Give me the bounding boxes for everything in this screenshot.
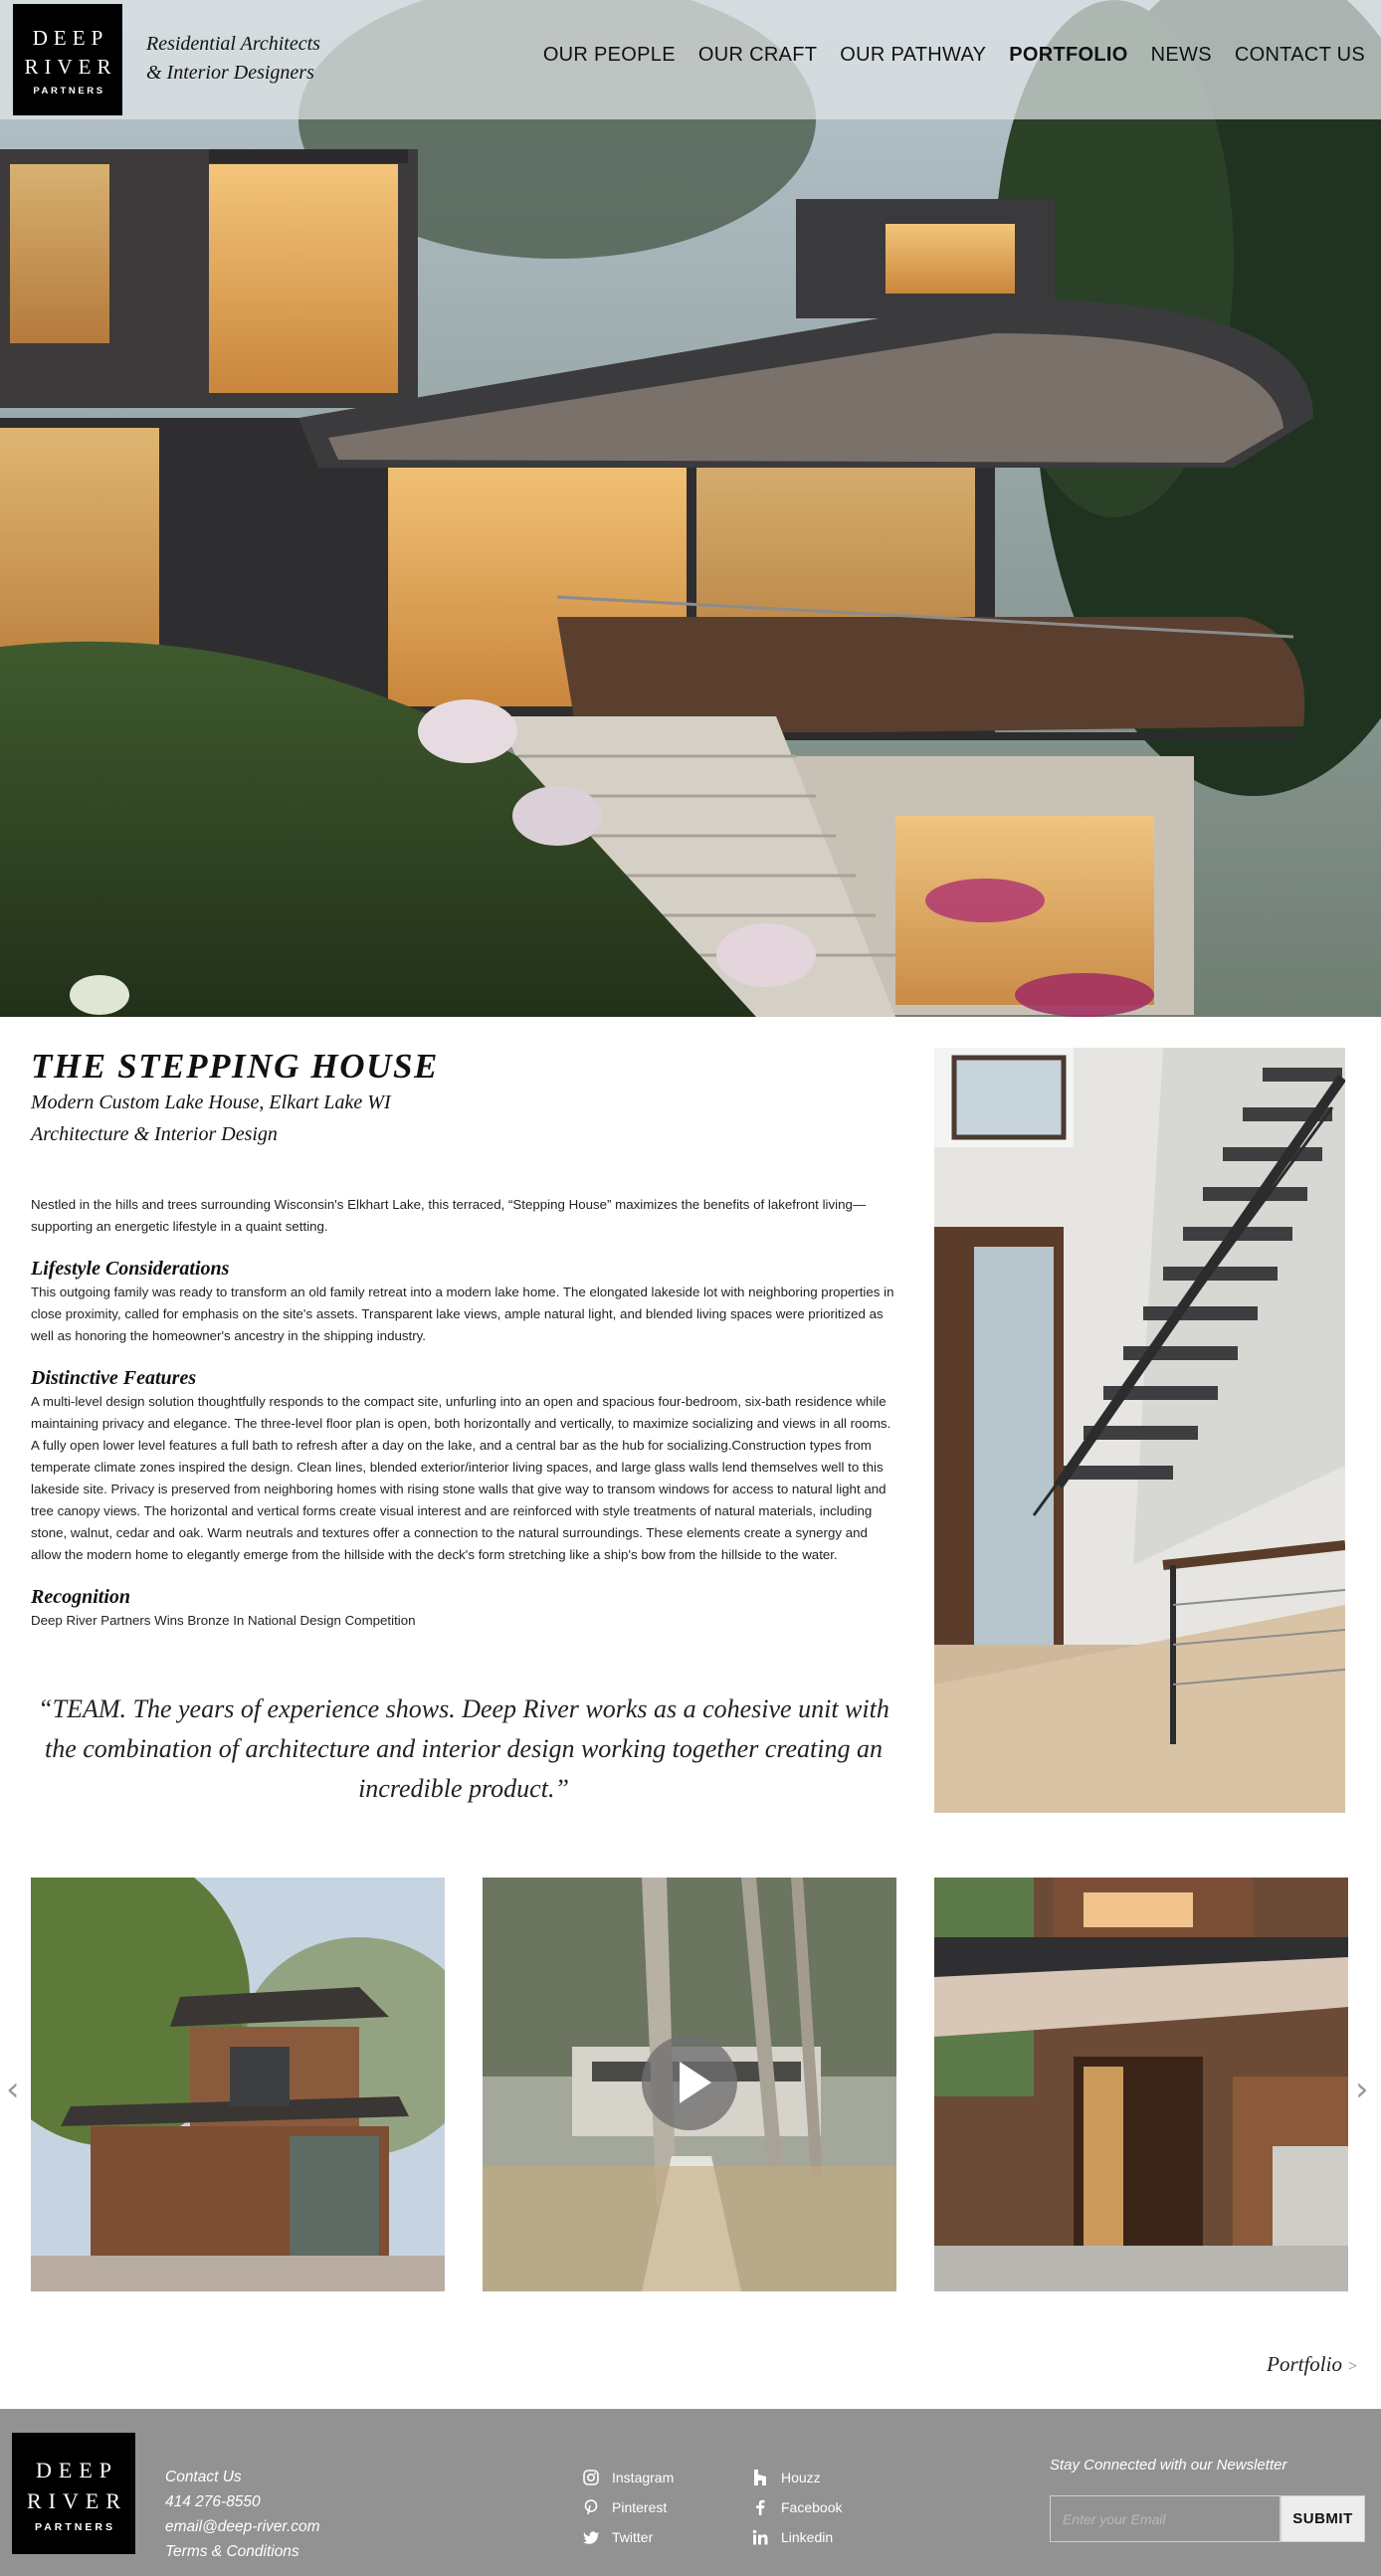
logo-line-3: PARTNERS [35,2520,115,2533]
site-tagline [146,30,320,88]
facebook-icon [751,2498,769,2516]
client-testimonial: “TEAM. The years of experience shows. Deep River works as a cohesive unit with the combination of architecture and interior design working together creating an incredible product.” [38,1694,889,1803]
nav-our-craft[interactable]: OUR CRAFT [697,44,818,66]
hero-house-illustration [0,0,1381,1017]
phone-link[interactable]: 414 276-8550 [165,2493,261,2510]
newsletter-heading: Stay Connected with our Newsletter [1050,2457,1287,2474]
email-link[interactable]: email@deep-river.com [165,2518,320,2535]
logo-line-1: DEEP [32,25,109,50]
twitter-icon [582,2528,600,2546]
instagram-icon [582,2469,600,2486]
nav-our-pathway[interactable]: OUR PATHWAY [840,44,987,66]
footer-contact-links [165,2465,320,2564]
social-label: Houzz [781,2470,821,2485]
section-recognition [31,1584,896,1632]
section-text: This outgoing family was ready to transform an old family retreat into a modern lake home. The elongated lakeside lot with neighboring properties in close proximity, called for emphasis on the site's assets. Transparent lake views, ample natural light, and blended living spaces were prioritized as well as honoring the homeowner's ancestry in the shipping industry. [31,1285,894,1343]
social-links-left [582,2463,674,2552]
contact-us-link[interactable]: Contact Us [165,2469,242,2485]
social-label: Facebook [781,2499,843,2515]
social-label: Twitter [612,2529,654,2545]
social-label: Instagram [612,2470,675,2485]
nav-contact-us[interactable]: CONTACT US [1234,44,1365,66]
section-lifestyle [31,1256,896,1347]
section-heading: Lifestyle Considerations [31,1258,230,1280]
social-label: Linkedin [781,2529,834,2545]
section-text: Deep River Partners Wins Bronze In National Design Competition [31,1613,416,1628]
site-logo[interactable] [13,4,122,115]
exterior-garage-photo [31,1878,445,2291]
logo-line-2: RIVER [24,54,117,79]
project-gallery [0,1878,1381,2291]
site-footer [0,2409,1381,2576]
newsletter-submit-button[interactable]: SUBMIT [1281,2495,1365,2542]
section-text: A multi-level design solution thoughtfully responds to the compact site, unfurling into an open and spacious four-bedroom, six-bath residence while maintaining privacy and elegance. The three-level floor plan is open, both horizontally and vertically, to maximize socializing and views in all rooms. A fully open lower level features a full bath to refresh after a day on the lake, and a central bar as the hub for socializing.Construction types from temperate climate zones inspired the design. Clean lines, blended exterior/interior living spaces, and large glass walls lend themselves well to this lakeside site. Privacy is preserved from neighboring homes with rising stone walls that give way to transom windows for access to natural light and tree canopy views. The horizontal and vertical forms create visual interest and are reinforced with style treatments of natural materials, including stone, walnut, cedar and oak. Warm neutrals and textures offer a connection to the natural surroundings. These elements create a synergy and allow the modern home to elegantly emerge from the hillside with the deck's form stretching like a ship's bow from the hillside to the water. [31,1394,891,1562]
nav-news[interactable]: NEWS [1150,44,1212,66]
portfolio-back-link[interactable] [1267,2352,1357,2377]
terms-link[interactable]: Terms & Conditions [165,2543,299,2560]
gallery-item[interactable] [934,1878,1348,2291]
project-subtitle-services: Architecture & Interior Design [31,1123,278,1145]
social-pinterest[interactable] [582,2492,674,2522]
project-content [31,1047,896,1632]
newsletter-email-input[interactable] [1050,2495,1281,2542]
chevron-left-icon: ‹ [6,2070,20,2109]
nav-our-people[interactable]: OUR PEOPLE [542,44,676,66]
staircase-photo[interactable] [934,1048,1345,1813]
gallery-item[interactable] [31,1878,445,2291]
social-twitter[interactable] [582,2522,674,2552]
staircase-illustration [934,1048,1345,1813]
pinterest-icon [582,2498,600,2516]
project-subtitle-location: Modern Custom Lake House, Elkart Lake WI [31,1091,391,1113]
logo-line-2: RIVER [27,2487,127,2513]
project-title: THE STEPPING HOUSE [31,1047,439,1086]
section-heading: Recognition [31,1586,131,1608]
section-heading: Distinctive Features [31,1367,197,1389]
chevron-right-icon: › [1355,2070,1369,2109]
section-distinctive-features [31,1365,896,1566]
tagline-line-2: & Interior Designers [146,62,314,84]
logo-line-3: PARTNERS [33,85,105,97]
nav-portfolio[interactable]: PORTFOLIO [1009,44,1128,66]
social-instagram[interactable] [582,2463,674,2492]
tagline-line-1: Residential Architects [146,33,320,55]
portfolio-link-label: Portfolio [1267,2352,1342,2376]
play-video-button[interactable] [642,2035,737,2130]
social-linkedin[interactable] [751,2522,842,2552]
chevron-right-icon: > [1347,2358,1357,2375]
hero-image [0,0,1381,1017]
logo-line-1: DEEP [36,2457,118,2482]
entry-porch-photo [934,1878,1348,2291]
footer-logo[interactable] [12,2433,135,2554]
linkedin-icon [751,2528,769,2546]
main-nav [543,44,1365,67]
social-facebook[interactable] [751,2492,842,2522]
project-intro: Nestled in the hills and trees surrounding Wisconsin's Elkhart Lake, this terraced, “Stepping House” maximizes the benefits of lakefront living—supporting an energetic lifestyle in a quaint setting. [31,1197,867,1234]
houzz-icon [751,2469,769,2486]
social-label: Pinterest [612,2499,668,2515]
social-links-right [751,2463,842,2552]
social-houzz[interactable] [751,2463,842,2492]
